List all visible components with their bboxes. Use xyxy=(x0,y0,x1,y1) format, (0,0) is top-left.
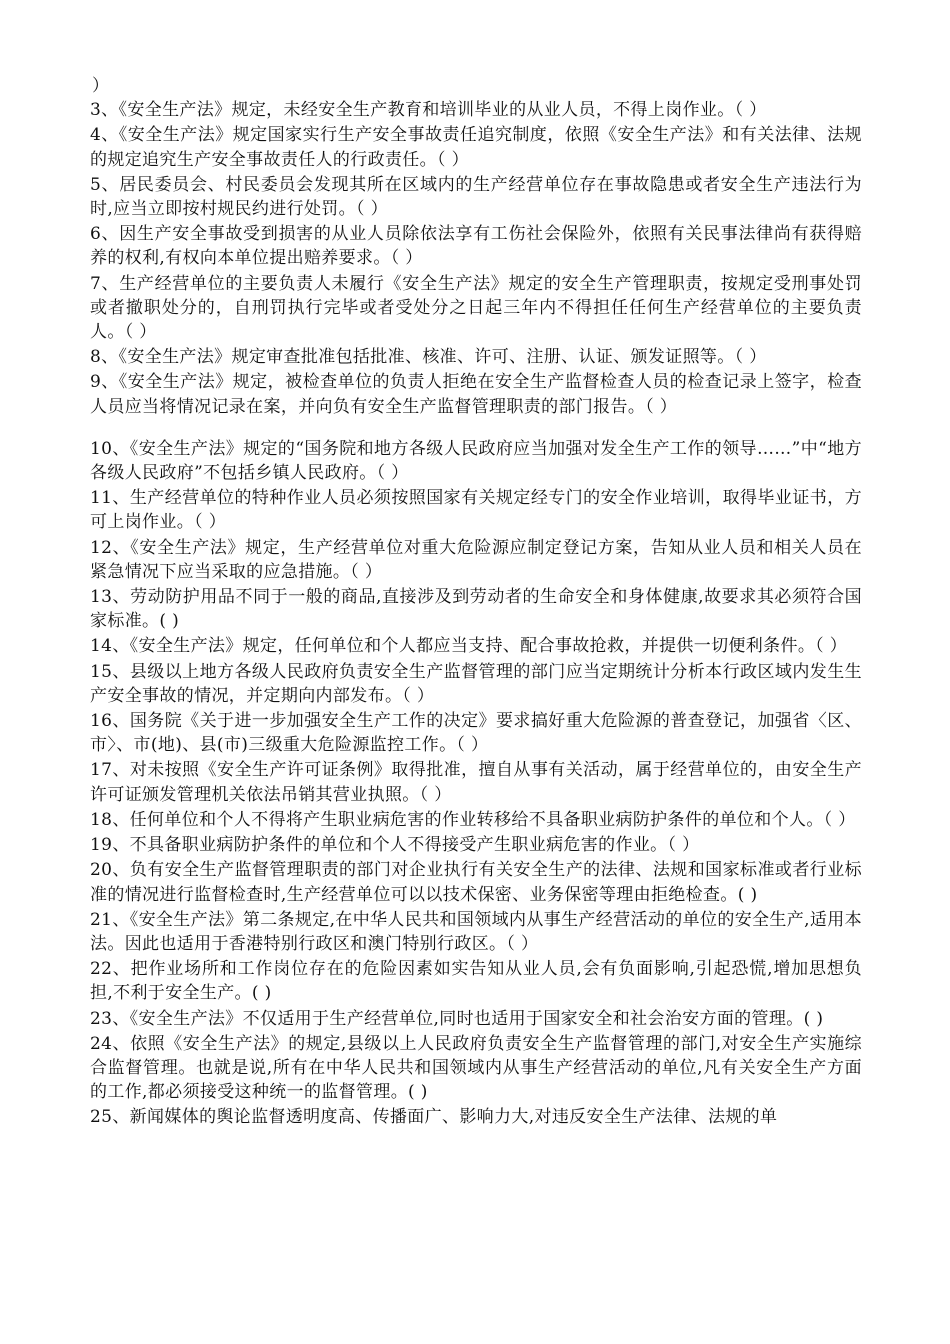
question-9: 9、《安全生产法》规定，被检查单位的负责人拒绝在安全生产监督检查人员的检查记录上签字，检查人员应当将情况记录在案，并向负有安全生产监督管理职责的部门报告。（ ） xyxy=(90,372,862,417)
question-3: 3、《安全生产法》规定，未经安全生产教育和培训毕业的从业人员，不得上岗作业。（ ） xyxy=(90,100,767,121)
question-7: 7、生产经营单位的主要负责人未履行《安全生产法》规定的安全生产管理职责，按规定受刑事处罚或者撤职处分的，自刑罚执行完毕或者受处分之日起三年内不得担任任何生产经营单位的主要负责人。（ ） xyxy=(90,273,862,343)
question-13: 13、劳动防护用品不同于一般的商品,直接涉及到劳动者的生命安全和身体健康,故要求其必须符合国家标准。( ) xyxy=(90,587,862,632)
continued-answer-bracket: ） xyxy=(92,76,110,96)
question-25: 25、新闻媒体的舆论监督透明度高、传播面广、影响力大,对违反安全生产法律、法规的单 xyxy=(90,1107,778,1128)
question-8: 8、《安全生产法》规定审查批准包括批准、核准、许可、注册、认证、颁发证照等。（ ） xyxy=(90,347,767,368)
question-list xyxy=(90,98,862,1129)
question-18: 18、任何单位和个人不得将产生职业病危害的作业转移给不具备职业病防护条件的单位和个人。（ ） xyxy=(90,809,856,830)
document-page xyxy=(90,74,862,1131)
question-4: 4、《安全生产法》规定国家实行生产安全事故责任追究制度，依照《安全生产法》和有关法律、法规的规定追究生产安全事故责任人的行政责任。（ ） xyxy=(90,125,862,170)
question-15: 15、县级以上地方各级人民政府负责安全生产监督管理的部门应当定期统计分析本行政区域内发生生产安全事故的情况，并定期向内部发布。（ ） xyxy=(90,661,862,706)
question-19: 19、不具备职业病防护条件的单位和个人不得接受产生职业病危害的作业。（ ） xyxy=(90,835,700,856)
question-10: 10、《安全生产法》规定的“国务院和地方各级人民政府应当加强对发全生产工作的领导……”中“地方各级人民政府”不包括乡镇人民政府。（ ） xyxy=(90,438,862,484)
question-11: 11、生产经营单位的特种作业人员必须按照国家有关规定经专门的安全作业培训，取得毕业证书，方可上岗作业。（ ） xyxy=(90,488,862,533)
question-14: 14、《安全生产法》规定，任何单位和个人都应当支持、配合事故抢救，并提供一切便利条件。（ ） xyxy=(90,636,848,657)
question-6: 6、因生产安全事故受到损害的从业人员除依法享有工伤社会保险外，依照有关民事法律尚有获得赔养的权利,有权向本单位提出赔养要求。（ ） xyxy=(90,224,862,269)
question-23: 23、《安全生产法》不仅适用于生产经营单位,同时也适用于国家安全和社会治安方面的管理。( ) xyxy=(90,1008,824,1029)
question-24: 24、依照《安全生产法》的规定,县级以上人民政府负责安全生产监督管理的部门,对安全生产实施综合监督管理。也就是说,所有在中华人民共和国领域内从事生产经营活动的单位,凡有关安全生产方面的工作,都必须接受这种统一的监督管理。( ) xyxy=(90,1033,862,1103)
question-12: 12、《安全生产法》规定，生产经营单位对重大危险源应制定登记方案，告知从业人员和相关人员在紧急情况下应当采取的应急措施。（ ） xyxy=(90,537,862,582)
question-21: 21、《安全生产法》第二条规定,在中华人民共和国领域内从事生产经营活动的单位的安全生产,适用本法。因此也适用于香港特别行政区和澳门特别行政区。（ ） xyxy=(90,909,862,954)
question-20: 20、负有安全生产监督管理职责的部门对企业执行有关安全生产的法律、法规和国家标准或者行业标准的情况进行监督检查时,生产经营单位可以以技术保密、业务保密等理由拒绝检查。( ) xyxy=(90,860,862,905)
question-16: 16、国务院《关于进一步加强安全生产工作的决定》要求搞好重大危险源的普查登记，加强省〈区、市〉、市(地)、县(市)三级重大危险源监控工作。（ ） xyxy=(90,711,862,756)
question-17: 17、对未按照《安全生产许可证条例》取得批准，擅自从事有关活动，属于经营单位的，由安全生产许可证颁发管理机关依法吊销其营业执照。（ ） xyxy=(90,760,862,805)
question-22: 22、把作业场所和工作岗位存在的危险因素如实告知从业人员,会有负面影响,引起恐慌,增加思想负担,不利于安全生产。( ) xyxy=(90,959,862,1004)
question-5: 5、居民委员会、村民委员会发现其所在区域内的生产经营单位存在事故隐患或者安全生产违法行为时,应当立即按村规民约进行处罚。（ ） xyxy=(90,174,862,220)
